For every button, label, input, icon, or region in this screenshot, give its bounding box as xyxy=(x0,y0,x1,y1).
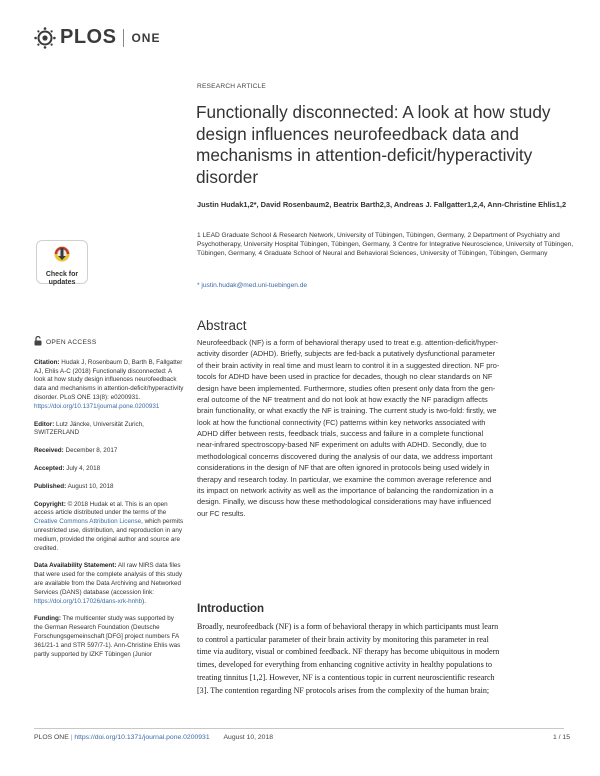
footer-sep: | xyxy=(70,734,73,741)
plos-logo-icon xyxy=(34,27,56,49)
funding-block: Funding: The multicenter study was supported by the German Research Foundation (Deutsche Forschungsgemeinschaft [DFG] project numbers FA 361/21-1 and STR 597/7-1). Ann-Christine Ehlis was partly supported by IZKF Tübingen (Junior xyxy=(34,615,181,658)
open-lock-icon xyxy=(34,336,42,350)
abstract-line: look at how the functional connectivity (FC) patterns within key networks associated with xyxy=(197,417,486,427)
abstract-line: methodological concerns discovered during the analysis of our data, we address important xyxy=(197,451,493,461)
data-availability-block: Data Availability Statement: All raw NIRS data files that were used for the complete analysis of this study are available from the Data Archiving and Networked Services (DANS) database (accession link: https://doi.org/10.17026/dans-xrk-hnhb). xyxy=(34,562,183,605)
abstract-line: therapy and research today. In particular, we examine the common average reference and xyxy=(197,474,492,484)
published-block: Published: August 10, 2018 xyxy=(34,482,114,490)
abstract-line: ADHD differ between rests, feedback trials, success and failure in a complete functional xyxy=(197,429,484,438)
affiliations: 1 LEAD Graduate School & Research Network, University of Tübingen, Tübingen, Germany, 2 Department of Psychiatry and Psychotherapy, University Hospital Tübingen, Tübingen, Germany, 3 Centre for Integrative Neuroscience, University of Tübingen, Tübingen, Germany, 4 Graduate School of Neural and Behavioral Sciences, University of Tübingen, Tübingen, Germany xyxy=(197,232,574,257)
open-access-flag: OPEN ACCESS xyxy=(34,336,184,350)
intro-line: time via auditory, visual or combined feedback. NF therapy has become ubiquitous in modern xyxy=(197,647,500,657)
editor-block: Editor: Lutz Jäncke, Universität Zurich, SWITZERLAND xyxy=(34,420,144,437)
footer-journal: PLOS ONE xyxy=(34,734,69,741)
abstract-line: of their brain activity in real time and must learn to control it in a suggested direction. NF pro- xyxy=(197,360,500,370)
abstract-line: design have been implemented. Furthermore, studies often present only data from the gen- xyxy=(197,383,496,393)
intro-line: to control a particular parameter of their brain activity by monitoring this parameter in real xyxy=(197,634,489,644)
intro-line: treating tinnitus [1,2]. However, NF is a contentious topic in current neuroscientific research xyxy=(197,672,495,682)
abstract-body xyxy=(197,337,571,519)
article-type: RESEARCH ARTICLE xyxy=(197,83,267,90)
abstract-heading: Abstract xyxy=(197,318,247,333)
article-metadata xyxy=(34,336,184,668)
abstract-line: Neurofeedback (NF) is a form of behavioral therapy used to treat e.g. attention-deficit/hyper- xyxy=(197,338,499,347)
introduction-heading: Introduction xyxy=(197,603,265,615)
abstract-line: brain functionality, or what exactly the NF is training. The current study is two-fold: firstly, we xyxy=(197,406,497,416)
logo-divider xyxy=(123,29,124,47)
dans-data-link[interactable]: https://doi.org/10.17026/dans-xrk-hnhb xyxy=(34,597,143,605)
accepted-block: Accepted: July 4, 2018 xyxy=(34,464,101,472)
plos-logo xyxy=(34,26,160,49)
corresponding-email[interactable]: * justin.hudak@med.uni-tuebingen.de xyxy=(197,282,308,289)
check-updates-icon xyxy=(53,245,71,268)
abstract-line: activity disorder (ADHD). Briefly, subjects are fed-back a putatively dysfunctional parameter xyxy=(197,349,496,359)
check-updates-label: Check for updates xyxy=(45,271,79,286)
abstract-line: tocols for ADHD have been used in practice for decades, though no clear standards on NF xyxy=(197,372,493,382)
intro-line: times, developed for everything from enhancing cognitive activity in healthy populations to xyxy=(197,660,492,670)
abstract-line: design. Finally, we discuss how these methodological considerations may have influenced xyxy=(197,497,492,507)
introduction-body xyxy=(197,621,575,697)
check-for-updates-badge[interactable] xyxy=(36,240,88,284)
citation-block: Citation: Hudak J, Rosenbaum D, Barth B, Fallgatter AJ, Ehlis A-C (2018) Functionally disconnected: A look at how study design influences neurofeedback data and mechanisms in attention-deficit/hyperactivity disorder. PLoS ONE 13(8): e0200931. https://doi.org/10.1371/journal.pone.0200931 xyxy=(34,358,184,410)
abstract-line: near-infrared spectroscopy-based NF experiment on adults with ADHD. Secondly, due to xyxy=(197,440,487,450)
footer-date: August 10, 2018 xyxy=(223,734,274,741)
abstract-line: considerations in the design of NF that are often ignored in protocols being used widely in xyxy=(197,463,490,473)
citation-doi-link[interactable]: https://doi.org/10.1371/journal.pone.0200931 xyxy=(34,402,160,410)
copyright-block: Copyright: © 2018 Hudak et al. This is an open access article distributed under the terms of the Creative Commons Attribution License, which permits unrestricted use, distribution, and reproduction in any medium, provided the original author and source are credited. xyxy=(34,500,184,552)
footer-citation xyxy=(34,734,273,741)
plos-brand: PLOS xyxy=(60,26,117,48)
received-block: Received: December 8, 2017 xyxy=(34,447,118,455)
article-title: Functionally disconnected: A look at how study design influences neurofeedback data and mechanisms in attention-deficit/hyperactivity disorder xyxy=(196,102,551,187)
intro-line: Broadly, neurofeedback (NF) is a form of behavioral therapy in which participants must learn xyxy=(197,622,499,631)
page-number: 1 / 15 xyxy=(552,734,570,741)
footer-divider xyxy=(34,728,564,729)
abstract-line: eral outcome of the NF treatment and do not look at how exactly the NF paradigm affects xyxy=(197,394,488,404)
abstract-line: our FC results. xyxy=(197,508,246,518)
cc-license-link[interactable]: Creative Commons Attribution License xyxy=(34,518,142,526)
footer-doi-link[interactable]: https://doi.org/10.1371/journal.pone.0200931 xyxy=(74,734,210,741)
journal-name: ONE xyxy=(131,30,161,45)
author-list: Justin Hudak1,2*, David Rosenbaum2, Beatrix Barth2,3, Andreas J. Fallgatter1,2,4, Ann-Christine Ehlis1,2 xyxy=(197,200,567,209)
intro-line: [3]. The contention regarding NF protocols arises from the complexity of the human brain; xyxy=(197,685,490,695)
abstract-line: its impact on network activity as well as the importance of balancing the randomization in a xyxy=(197,485,494,495)
